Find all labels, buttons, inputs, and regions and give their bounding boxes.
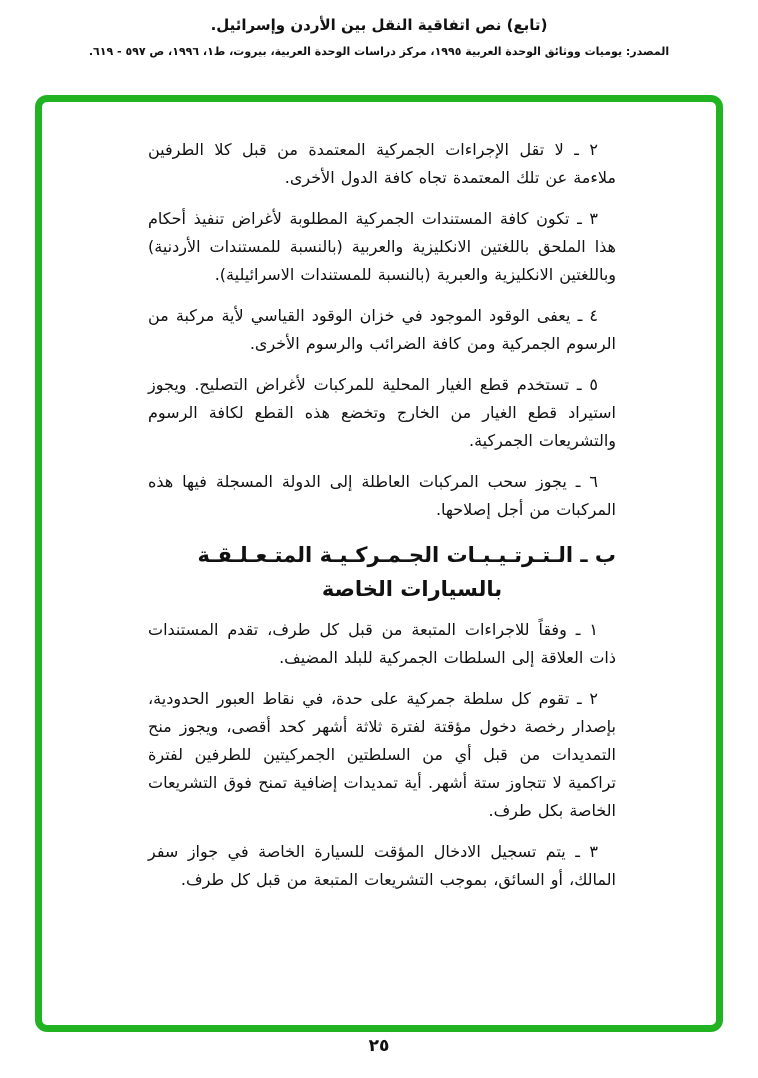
clause-b1: ١ ـ وفقاً للاجراءات المتبعة من قبل كل طرف، تقدم المستندات ذات العلاقة إلى السلطات الجمركية للبلد المضيف. (148, 620, 616, 667)
text-column (148, 136, 616, 907)
clause-a2: ٢ ـ لا تقل الإجراءات الجمركية المعتمدة من قبل كلا الطرفين ملاءمة عن تلك المعتمدة تجاه كافة الدول الأخرى. (148, 140, 616, 187)
page-number: ٢٥ (368, 1036, 390, 1056)
clause-b3: ٣ ـ يتم تسجيل الادخال المؤقت للسيارة الخاصة في جواز سفر المالك، أو السائق، بموجب التشريعات المتبعة من قبل كل طرف. (148, 842, 616, 889)
clause-a5: ٥ ـ تستخدم قطع الغيار المحلية للمركبات لأغراض التصليح. ويجوز استيراد قطع الغيار من الخارج وتخضع هذه القطع لكافة الرسوم والتشريعات الجمركية. (148, 375, 616, 450)
source-citation: المصدر: يوميات ووثائق الوحدة العربية ١٩٩٥، مركز دراسات الوحدة العربية، بيروت، ط١، ١٩٩٦، ص ٥٩٧ - ٦١٩. (88, 45, 670, 58)
clause-a6: ٦ ـ يجوز سحب المركبات العاطلة إلى الدولة المسجلة فيها هذه المركبات من أجل إصلاحها. (148, 472, 616, 519)
section-b-heading (148, 538, 616, 606)
clause-a3: ٣ ـ تكون كافة المستندات الجمركية المطلوبة لأغراض تنفيذ أحكام هذا الملحق باللغتين الانكليزية والعربية (بالنسبة للمستندات الأردنية) وباللغتين الانكليزية والعبرية (بالنسبة للمستندات الاسرائيلية). (148, 209, 616, 284)
document-title: (تابع) نص اتفاقية النقل بين الأردن وإسرائيل. (210, 16, 548, 34)
page-header (0, 16, 758, 58)
green-highlight-frame (35, 95, 723, 1032)
clause-a4: ٤ ـ يعفى الوقود الموجود في خزان الوقود القياسي لأية مركبة من الرسوم الجمركية ومن كافة الضرائب والرسوم الأخرى. (148, 306, 616, 353)
section-b-heading-line2: بالسيارات الخاصة (321, 577, 503, 601)
clause-b2: ٢ ـ تقوم كل سلطة جمركية على حدة، في نقاط العبور الحدودية، بإصدار رخصة دخول مؤقتة لفترة ثلاثة أشهر كحد أقصى، ويجوز منح التمديدات من قبل أي من السلطتين الجمركيتين للطرفين لفترة تراكمية لا تتجاوز ستة أشهر. أية تمديدات إضافية تمنح فوق التشريعات الخاصة بكل طرف. (148, 689, 616, 820)
section-b-heading-line1: ب ـ الـتـرتـيـبـات الجـمـركـيـة المتـعـلـقـة (197, 543, 616, 567)
